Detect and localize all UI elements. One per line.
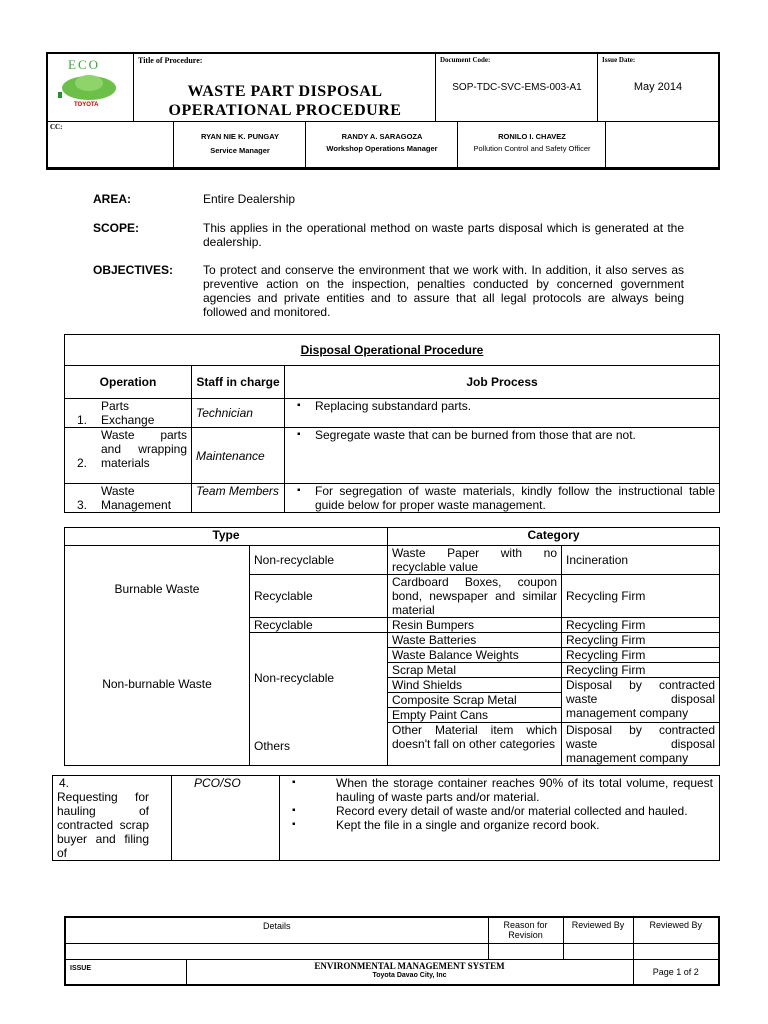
doc-code: SOP-TDC-SVC-EMS-003-A1 xyxy=(452,82,582,93)
item-other-material: Other Material item which doesn't fall on other categories xyxy=(388,723,562,766)
blank-cell xyxy=(488,943,563,959)
type-others: Others xyxy=(250,723,388,766)
scope-label: SCOPE: xyxy=(93,221,140,235)
col-job: Job Process xyxy=(285,366,720,399)
ems-title: ENVIRONMENTAL MANAGEMENT SYSTEM xyxy=(314,960,505,971)
col-category: Category xyxy=(388,528,720,546)
waste-category-table xyxy=(64,527,720,766)
operation-text: Parts Exchange xyxy=(101,399,155,427)
operation-cell xyxy=(65,484,192,513)
signatory-1 xyxy=(174,122,306,168)
col-reviewed-1: Reviewed By xyxy=(563,917,633,943)
staff-cell: PCO/SO xyxy=(172,776,280,861)
eco-logo-text: ECO xyxy=(68,57,100,72)
procedure-table xyxy=(64,334,720,513)
type-recyclable: Recyclable xyxy=(250,618,388,633)
job-item: ▪ Record every detail of waste and/or material collected and hauled. xyxy=(284,804,713,818)
title-cell xyxy=(134,54,436,122)
step4-table xyxy=(52,775,720,861)
operation-text: Waste Management xyxy=(101,484,172,512)
blank-cell xyxy=(606,122,718,168)
category-incineration: Incineration xyxy=(562,546,720,575)
item-wind-shields: Wind Shields xyxy=(388,678,562,693)
signatory-role: Service Manager xyxy=(210,146,270,155)
staff-cell: Team Members xyxy=(192,484,285,513)
operation-text: Waste parts and wrapping materials xyxy=(101,428,187,470)
area-label: AREA: xyxy=(93,192,131,206)
doc-code-label: Document Code: xyxy=(440,56,491,64)
row-number: 4. xyxy=(59,776,70,790)
page-number: Page 1 of 2 xyxy=(633,959,719,985)
cc-label: CC: xyxy=(50,123,63,131)
ems-cell xyxy=(186,959,633,985)
signatory-2 xyxy=(306,122,458,168)
category-contracted: Disposal by contracted waste disposal management company xyxy=(562,723,720,766)
job-cell xyxy=(285,484,720,513)
job-item: ▪ Replacing substandard parts. xyxy=(289,399,715,413)
category-recycling-firm: Recycling Firm xyxy=(562,633,720,648)
signatory-name: RYAN NIE K. PUNGAY xyxy=(201,132,279,141)
company-name: Toyota Davao City, Inc xyxy=(372,971,447,979)
revision-footer xyxy=(64,916,720,986)
type-recyclable: Recyclable xyxy=(250,575,388,618)
category-recycling-firm: Recycling Firm xyxy=(562,575,720,618)
table-row xyxy=(65,428,720,484)
cc-cell xyxy=(48,122,174,168)
title-line-1: WASTE PART DISPOSAL xyxy=(187,83,383,100)
row-number: 2. xyxy=(77,456,88,470)
blank-cell xyxy=(563,943,633,959)
job-item: ▪ For segregation of waste materials, kindly follow the instructional table guide below for proper waste management. xyxy=(289,484,715,512)
eco-car-logo-icon xyxy=(58,72,120,102)
item-waste-paper: Waste Paper with no recyclable value xyxy=(388,546,562,575)
job-cell xyxy=(280,776,720,861)
item-cardboard: Cardboard Boxes, coupon bond, newspaper and similar material xyxy=(388,575,562,618)
item-paint-cans: Empty Paint Cans xyxy=(388,708,562,723)
row-number: 3. xyxy=(77,498,88,512)
row-number: 1. xyxy=(77,413,88,427)
item-composite-scrap: Composite Scrap Metal xyxy=(388,693,562,708)
job-item: ▪ Kept the file in a single and organize record book. xyxy=(284,818,713,832)
type-non-recyclable: Non-recyclable xyxy=(250,546,388,575)
category-recycling-firm: Recycling Firm xyxy=(562,648,720,663)
objectives-value: To protect and conserve the environment that we work with. In addition, it also serves as preventive action on the inspection, penalties conducted by concerned government agencies and private entities and to assure that all legal protocols are always being followed and monitored. xyxy=(203,263,684,319)
item-waste-batteries: Waste Batteries xyxy=(388,633,562,648)
item-scrap-metal: Scrap Metal xyxy=(388,663,562,678)
signatory-role: Pollution Control and Safety Officer xyxy=(473,144,591,153)
category-recycling-firm: Recycling Firm xyxy=(562,618,720,633)
table-row xyxy=(53,776,720,861)
col-reason: Reason for Revision xyxy=(488,917,563,943)
table-row xyxy=(65,484,720,513)
col-operation: Operation xyxy=(65,366,192,399)
staff-cell: Maintenance xyxy=(192,428,285,484)
title-label: Title of Procedure: xyxy=(138,56,203,65)
signatory-name: RONILO I. CHAVEZ xyxy=(498,132,566,141)
non-burnable-waste: Non-burnable Waste xyxy=(65,633,250,766)
issue-date-label: Issue Date: xyxy=(602,56,636,64)
blank-cell xyxy=(65,943,488,959)
procedure-title xyxy=(134,82,436,120)
job-cell xyxy=(285,428,720,484)
title-line-2: OPERATIONAL PROCEDURE xyxy=(168,102,402,119)
blank-cell xyxy=(633,943,719,959)
signatory-3 xyxy=(458,122,606,168)
col-type: Type xyxy=(65,528,388,546)
category-contracted: Disposal by contracted waste disposal management company xyxy=(562,678,720,723)
signatory-name: RANDY A. SARAGOZA xyxy=(341,132,423,141)
objectives-label: OBJECTIVES: xyxy=(93,263,174,277)
issue-date-cell xyxy=(598,54,718,122)
col-details xyxy=(65,917,488,943)
logo-cell xyxy=(48,54,134,122)
category-recycling-firm: Recycling Firm xyxy=(562,663,720,678)
item-balance-weights: Waste Balance Weights xyxy=(388,648,562,663)
job-cell xyxy=(285,399,720,428)
toyota-logo-text: TOYOTA xyxy=(74,102,99,108)
scope-value: This applies in the operational method on waste parts disposal which is generated at the dealership. xyxy=(203,221,684,249)
burnable-waste: Burnable Waste xyxy=(65,546,250,633)
document-header xyxy=(46,52,720,170)
signatory-role: Workshop Operations Manager xyxy=(326,144,438,153)
operation-cell xyxy=(65,399,192,428)
job-item: ▪ When the storage container reaches 90% of its total volume, request hauling of waste parts and/or material. xyxy=(284,776,713,804)
col-reviewed-2: Reviewed By xyxy=(633,917,719,943)
issue-label: ISSUE xyxy=(65,959,186,985)
operation-text: Requesting for hauling of contracted scrap buyer and filing of xyxy=(57,790,149,860)
operation-cell xyxy=(65,428,192,484)
col-staff: Staff in charge xyxy=(192,366,285,399)
staff-cell: Technician xyxy=(192,399,285,428)
type-non-recyclable: Non-recyclable xyxy=(250,633,388,723)
procedure-title: Disposal Operational Procedure xyxy=(65,335,720,366)
job-item: ▪ Segregate waste that can be burned from those that are not. xyxy=(289,428,715,442)
table-row xyxy=(65,399,720,428)
area-value: Entire Dealership xyxy=(203,192,296,206)
details-label: Details xyxy=(262,921,291,931)
operation-cell xyxy=(53,776,172,861)
issue-date: May 2014 xyxy=(633,81,683,93)
item-resin-bumpers: Resin Bumpers xyxy=(388,618,562,633)
doc-code-cell xyxy=(436,54,598,122)
